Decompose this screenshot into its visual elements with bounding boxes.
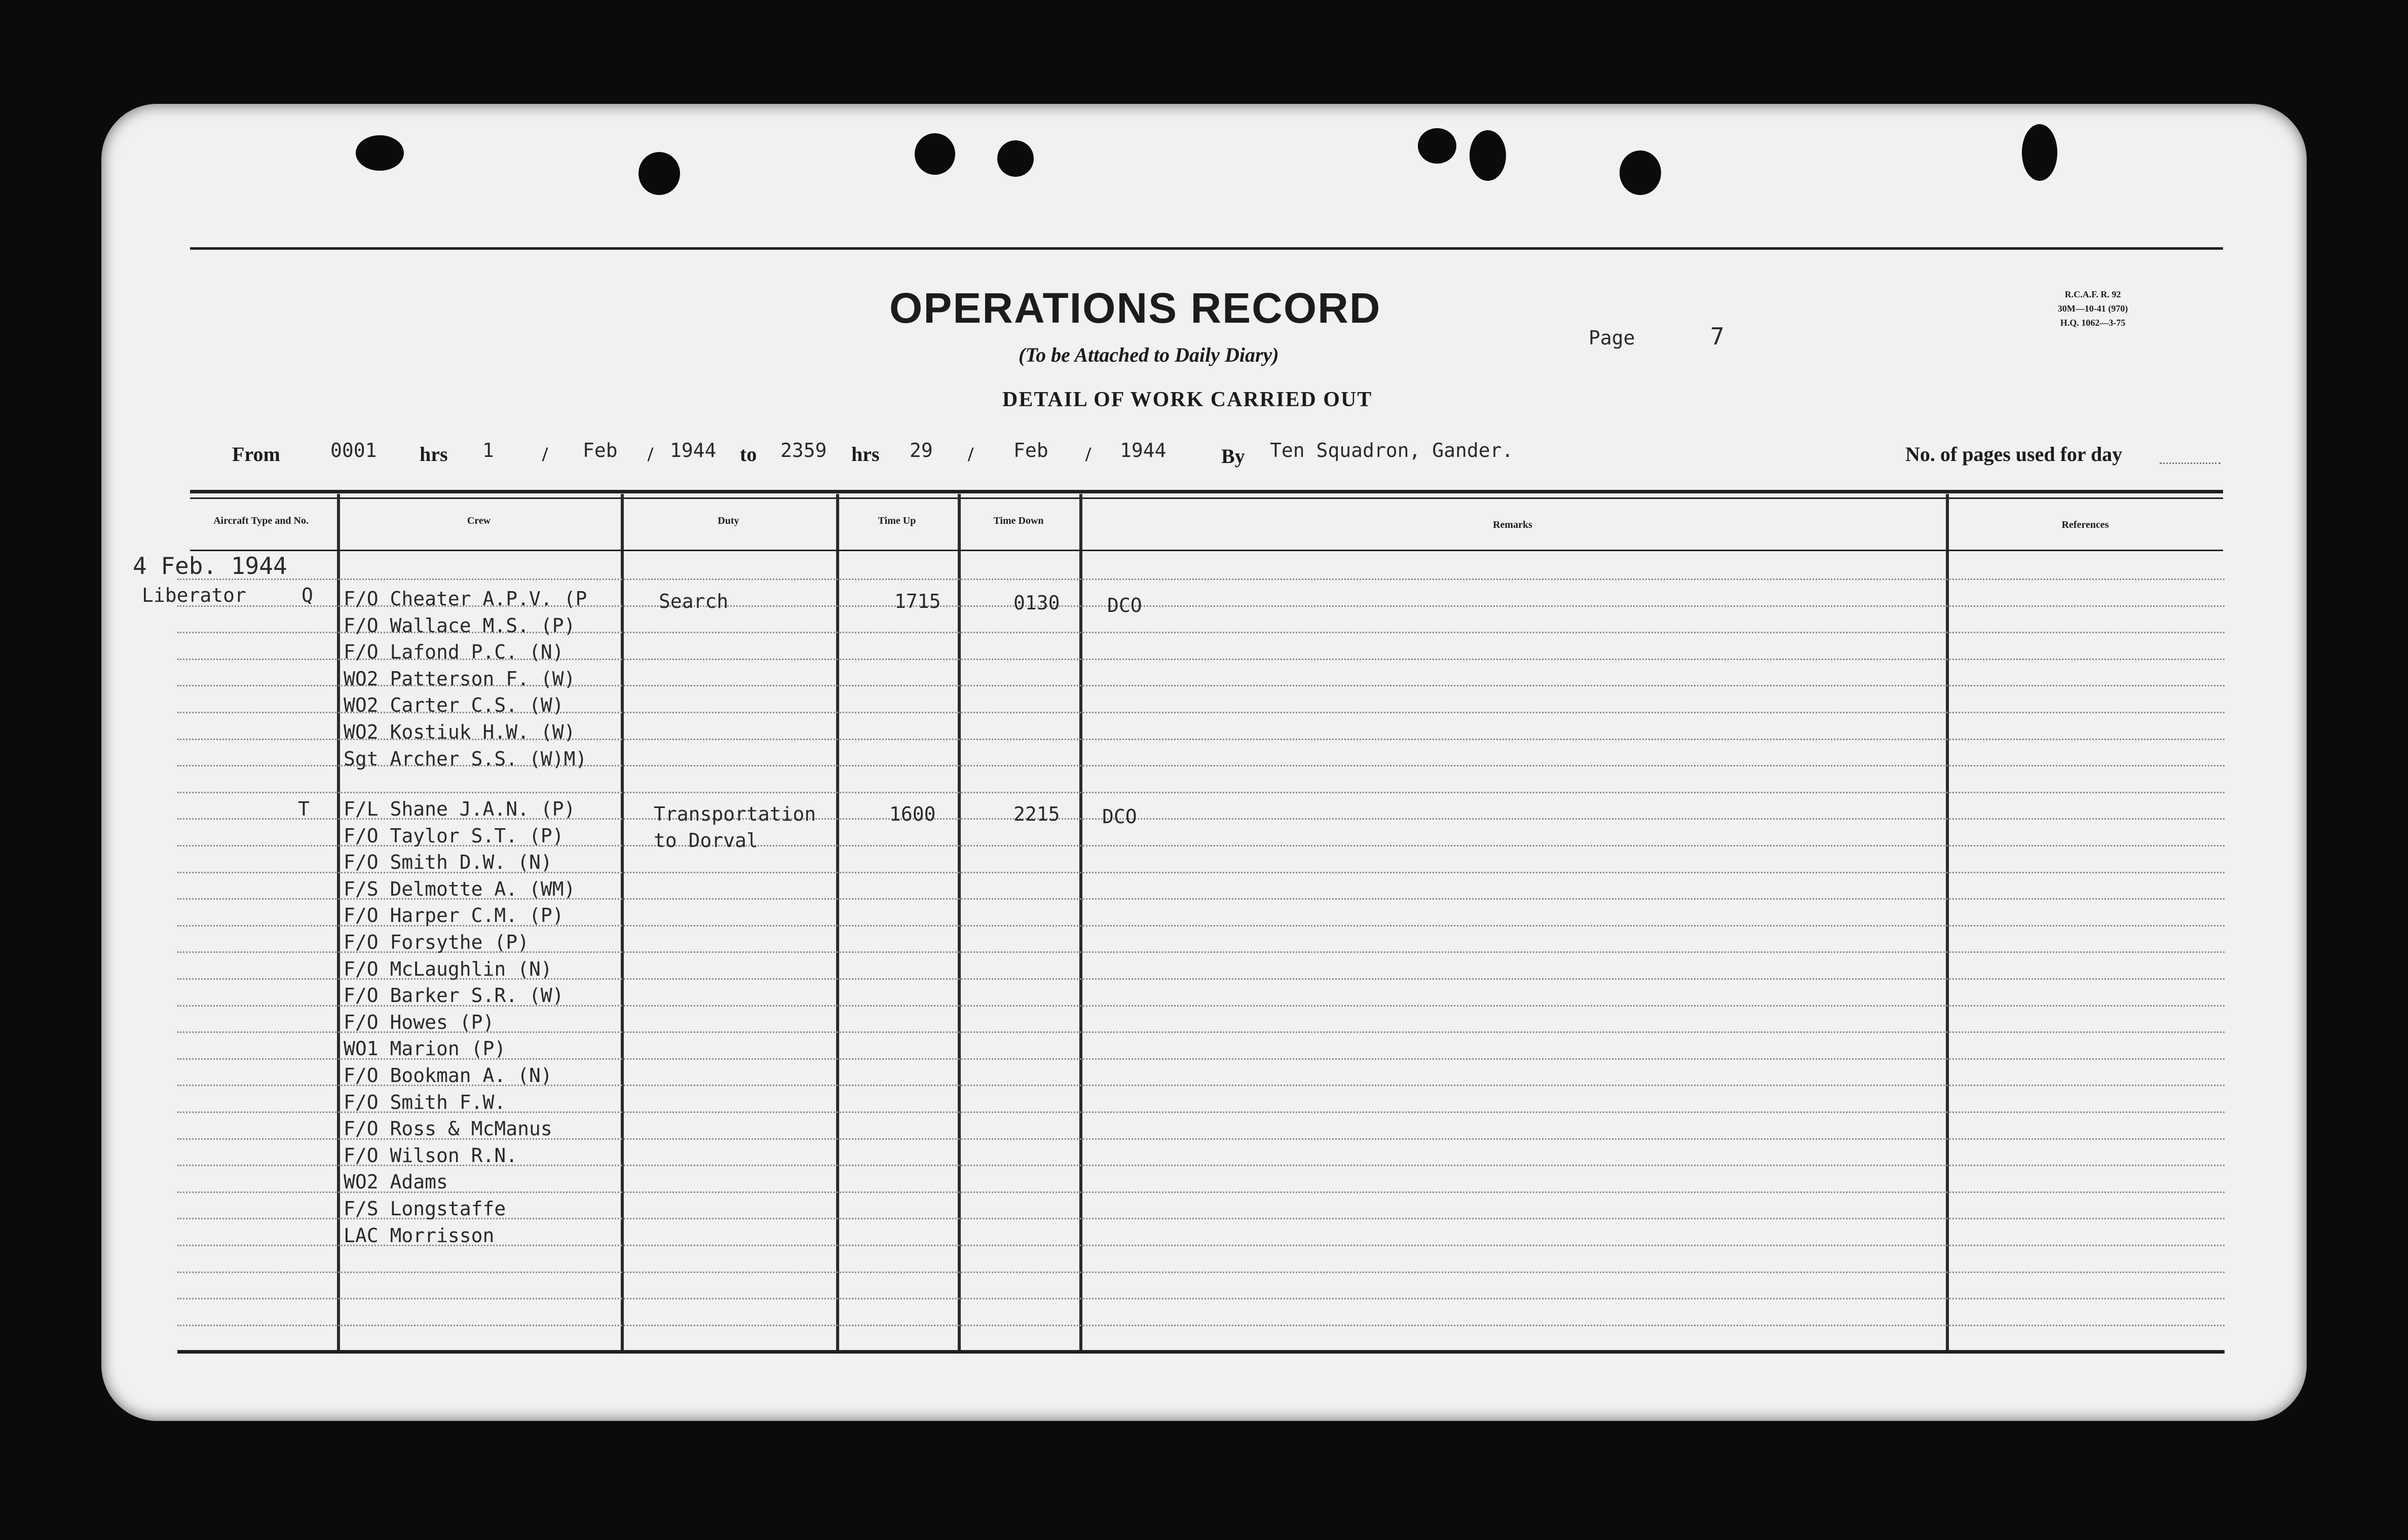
duty: Search xyxy=(659,590,729,612)
punch-hole xyxy=(2022,124,2057,181)
col-header-time-down: Time Down xyxy=(993,515,1044,526)
col-divider xyxy=(1079,494,1082,1350)
crew-member: Sgt Archer S.S. (W)M) xyxy=(344,748,587,770)
crew-member: F/O Wilson R.N. xyxy=(344,1144,518,1167)
ruled-line xyxy=(177,792,2225,793)
by-value: Ten Squadron, Gander. xyxy=(1270,439,1514,461)
col-divider xyxy=(1946,494,1949,1350)
table-top-rule xyxy=(190,490,2223,493)
to-label: to xyxy=(740,443,757,466)
crew-member: F/O Wallace M.S. (P) xyxy=(344,614,576,637)
top-rule xyxy=(190,247,2223,250)
col-divider xyxy=(836,494,839,1350)
col-header-crew: Crew xyxy=(467,515,491,526)
from-month: Feb xyxy=(583,439,618,461)
crew-member: F/O Bookman A. (N) xyxy=(344,1064,552,1087)
crew-member: F/O Smith D.W. (N) xyxy=(344,851,552,873)
col-header-remarks: Remarks xyxy=(1493,519,1532,530)
crew-member: F/O Cheater A.P.V. (P xyxy=(344,588,587,610)
punch-hole xyxy=(1418,128,1456,164)
crew-member: F/O Harper C.M. (P) xyxy=(344,904,564,927)
aircraft-letter: T xyxy=(298,798,310,820)
by-label: By xyxy=(1221,445,1245,468)
time-down: 2215 xyxy=(1013,803,1060,825)
crew-member: F/S Delmotte A. (WM) xyxy=(344,878,576,900)
crew-member: WO1 Marion (P) xyxy=(344,1037,506,1060)
duty: Transportation xyxy=(654,803,816,825)
date-entry: 4 Feb. 1944 xyxy=(133,552,287,580)
ruled-line xyxy=(177,1191,2225,1193)
col-divider xyxy=(337,494,340,1350)
col-header-time-up: Time Up xyxy=(878,515,916,526)
form-code-line: R.C.A.F. R. 92 xyxy=(2064,289,2121,299)
crew-member: F/O Barker S.R. (W) xyxy=(344,984,564,1007)
hrs-label: hrs xyxy=(420,443,448,466)
ruled-line xyxy=(177,1298,2225,1299)
from-time: 0001 xyxy=(330,439,377,461)
page-label: Page xyxy=(1589,327,1635,349)
ruled-line xyxy=(177,1325,2225,1326)
crew-member: WO2 Patterson F. (W) xyxy=(344,668,576,690)
crew-member: F/O Taylor S.T. (P) xyxy=(344,825,564,847)
record-card: OPERATIONS RECORD (To be Attached to Daily Diary) DETAIL OF WORK CARRIED OUT Page 7 R.C.A.F. R. 92 30M—10-41 (970) H.Q. 1062—3-75 From 0001 hrs 1 / Feb / 1944 to 2359 hrs 29 / Feb / 1944 By Ten Squadron, Gander. No. of pages used for day Aircraft Type and No. Crew Duty Time Up Time Down Remarks References 4 Feb. 1944 Liberator Q Search 1715 0130 DCO F/O Cheater A.P.V. (P F/O Wallace M.S. (P) F/O Lafond P.C. (N) WO2 Patterson F. (W) WO2 Carter C.S. (W) WO2 Kostiuk H.W. (W) Sgt Archer S.S. (W)M) T Transportation to Dorval 1600 2215 DCO F/L Shane J.A.N. (P) F/O Taylor S.T. (P) F/O Smith D.W. (N) F/S Delmotte A. (WM) F/O Harper C.M. (P) F/O Forsythe (P) F/O McLaughlin (N) F/O Barker S.R. (W) F/O Howes (P) WO1 Marion (P) F/O Bookman A. (N) F/O Smith F.W. F/O Ross & McManus F/O Wilson R.N. WO2 Adams F/S Longstaffe LAC Morrisson xyxy=(101,104,2307,1421)
to-time: 2359 xyxy=(780,439,827,461)
from-day: 1 xyxy=(482,439,494,461)
col-header-duty: Duty xyxy=(718,515,739,526)
to-hrs-label: hrs xyxy=(851,443,880,466)
col-divider xyxy=(958,494,961,1350)
from-year: 1944 xyxy=(670,439,717,461)
crew-member: F/O Ross & McManus xyxy=(344,1118,552,1140)
crew-member: F/O Forsythe (P) xyxy=(344,931,530,953)
table-bottom-rule xyxy=(177,1350,2225,1354)
crew-member: F/O Lafond P.C. (N) xyxy=(344,641,564,663)
crew-member: WO2 Kostiuk H.W. (W) xyxy=(344,721,576,743)
form-code-line: 30M—10-41 (970) xyxy=(2057,303,2128,314)
time-up: 1600 xyxy=(889,803,936,825)
to-year: 1944 xyxy=(1120,439,1167,461)
crew-member: F/O McLaughlin (N) xyxy=(344,958,552,980)
ruled-line xyxy=(177,579,2225,580)
to-month: Feb xyxy=(1013,439,1048,461)
col-divider xyxy=(621,494,624,1350)
aircraft-letter: Q xyxy=(302,584,313,606)
punch-hole xyxy=(915,133,955,175)
form-subtitle: (To be Attached to Daily Diary) xyxy=(1019,343,1279,366)
pages-used-label: No. of pages used for day xyxy=(1905,443,2123,466)
remarks: DCO xyxy=(1102,805,1137,828)
form-title: OPERATIONS RECORD xyxy=(889,284,1381,332)
form-code-line: H.Q. 1062—3-75 xyxy=(2060,318,2126,328)
punch-hole xyxy=(997,140,1034,177)
time-up: 1715 xyxy=(894,590,941,612)
crew-member: F/S Longstaffe xyxy=(344,1198,506,1220)
punch-hole xyxy=(356,135,404,171)
duty: to Dorval xyxy=(654,829,758,852)
col-header-aircraft: Aircraft Type and No. xyxy=(213,515,309,526)
aircraft-type: Liberator xyxy=(142,584,246,606)
crew-member: F/O Smith F.W. xyxy=(344,1091,506,1113)
page-number: 7 xyxy=(1710,323,1724,350)
form-code xyxy=(2029,287,2156,330)
from-label: From xyxy=(232,443,280,466)
remarks: DCO xyxy=(1107,594,1142,617)
col-header-references: References xyxy=(2061,519,2109,530)
crew-member: WO2 Adams xyxy=(344,1171,448,1193)
detail-heading: DETAIL OF WORK CARRIED OUT xyxy=(1002,388,1373,411)
ruled-line xyxy=(177,1272,2225,1273)
crew-member: F/L Shane J.A.N. (P) xyxy=(344,798,576,820)
crew-member: LAC Morrisson xyxy=(344,1224,495,1247)
punch-hole xyxy=(638,152,680,195)
crew-member: WO2 Carter C.S. (W) xyxy=(344,694,564,716)
to-day: 29 xyxy=(910,439,933,461)
crew-member: F/O Howes (P) xyxy=(344,1011,495,1033)
punch-hole xyxy=(1620,150,1661,195)
punch-hole xyxy=(1470,130,1506,181)
time-down: 0130 xyxy=(1013,592,1060,614)
